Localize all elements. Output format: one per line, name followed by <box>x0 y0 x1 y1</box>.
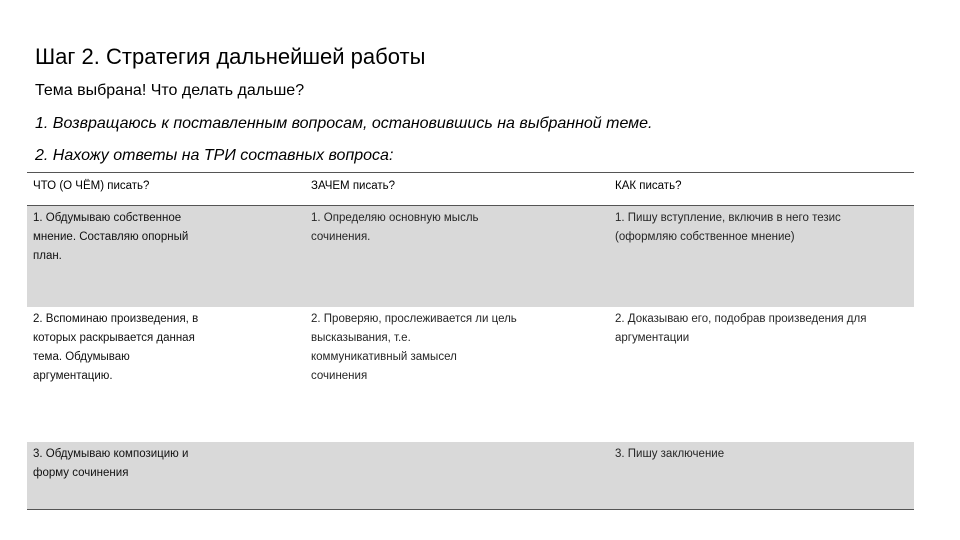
table-cell: 3. Обдумываю композицию и форму сочинения <box>33 447 189 479</box>
table-cell: 3. Пишу заключение <box>615 447 725 460</box>
header-what: ЧТО (О ЧЁМ) писать? <box>33 180 150 192</box>
table-cell: 2. Вспоминаю произведения, в которых раскрывается данная тема. Обдумываю аргументацию. <box>33 312 199 382</box>
table-header-row <box>27 173 914 206</box>
table-cell: 1. Обдумываю собственное мнение. Составляю опорный план. <box>33 212 189 262</box>
slide-title: Шаг 2. Стратегия дальнейшей работы <box>35 44 426 69</box>
step-2-text: 2. Нахожу ответы на ТРИ составных вопроса: <box>35 147 394 164</box>
table-cell: 1. Определяю основную мысль сочинения. <box>311 212 479 243</box>
strategy-table <box>27 172 914 510</box>
table-row <box>27 206 914 307</box>
table-cell: 2. Доказываю его, подобрав произведения для аргументации <box>615 312 867 344</box>
header-why: ЗАЧЕМ писать? <box>311 180 396 192</box>
step-1-text: 1. Возвращаюсь к поставленным вопросам, остановившись на выбранной теме. <box>35 115 653 132</box>
strategy-table-grid <box>27 172 914 510</box>
table-cell <box>305 442 609 510</box>
table-cell: 1. Пишу вступление, включив в него тезис (оформляю собственное мнение) <box>615 212 841 243</box>
table-cell: 2. Проверяю, прослеживается ли цель высказывания, т.е. коммуникативный замысел сочинения <box>311 312 517 382</box>
table-row <box>27 307 914 442</box>
slide-subtitle: Тема выбрана! Что делать дальше? <box>35 82 305 99</box>
table-row <box>27 442 914 510</box>
header-how: КАК писать? <box>615 180 682 192</box>
